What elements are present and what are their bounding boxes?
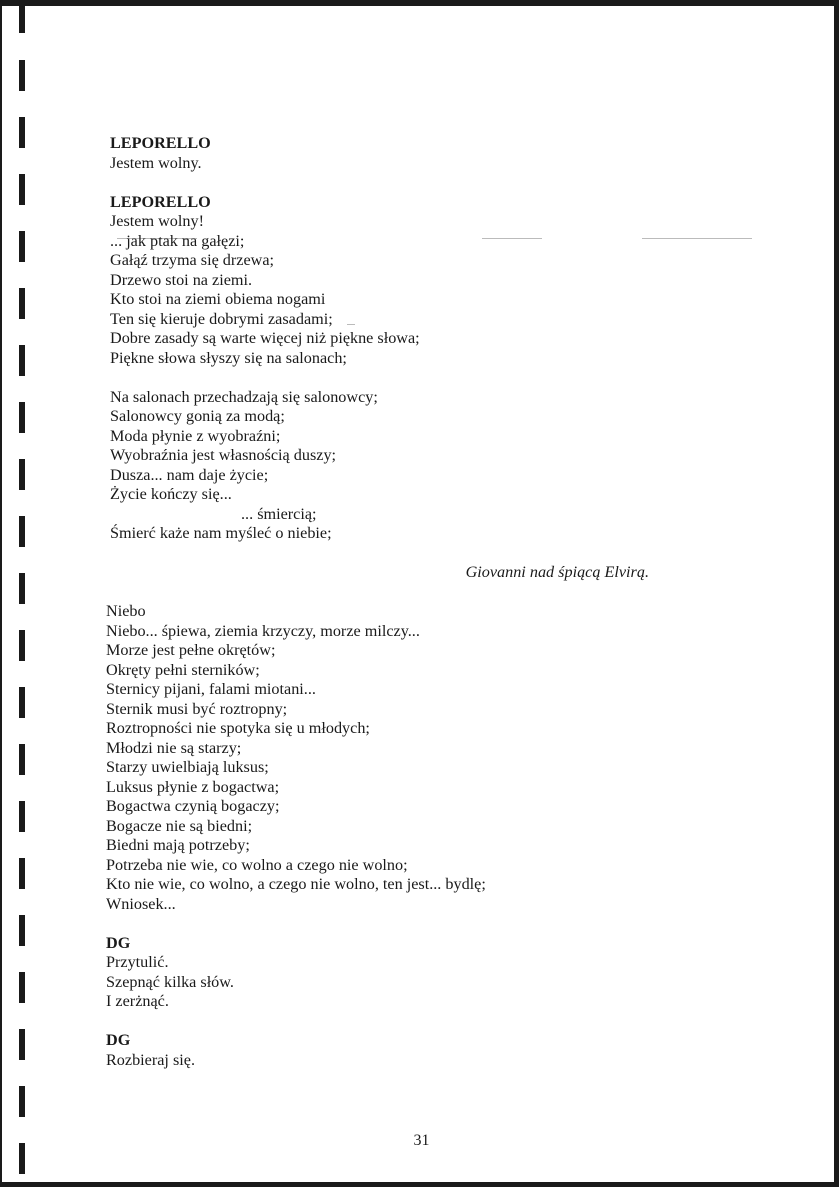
dialogue-line: Niebo xyxy=(106,602,146,620)
dialogue-line: Szepnąć kilka słów. xyxy=(106,972,234,991)
dialogue-line: Kto nie wie, co wolno, a czego nie wolno, ten jest... bydlę; xyxy=(106,875,486,893)
dialogue-line: Roztropności nie spotyka się u młodych; xyxy=(106,719,370,737)
dialogue-line: Sternik musi być roztropny; xyxy=(106,699,288,718)
dialogue-line: Młodzi nie są starzy; xyxy=(106,738,242,757)
binding-hole xyxy=(19,288,25,319)
binding-hole xyxy=(19,687,25,718)
dialogue-line: Drzewo stoi na ziemi. xyxy=(110,270,253,289)
binding-hole xyxy=(19,573,25,604)
script-text xyxy=(106,134,726,1070)
speaker-name: DG xyxy=(106,933,131,952)
dialogue-line: Przytulić. xyxy=(106,953,169,971)
binding-holes xyxy=(19,6,25,1182)
dialogue-line: Moda płynie z wyobraźni; xyxy=(110,426,281,445)
binding-hole xyxy=(19,1029,25,1060)
dialogue-line: ... jak ptak na gałęzi; xyxy=(110,231,245,250)
binding-hole xyxy=(19,630,25,661)
dialogue-line: Wniosek... xyxy=(106,894,176,913)
binding-hole xyxy=(19,117,25,148)
dialogue-line: Bogacze nie są biedni; xyxy=(106,816,253,835)
binding-hole xyxy=(19,231,25,262)
binding-hole xyxy=(19,345,25,376)
dialogue-line: Ten się kieruje dobrymi zasadami; xyxy=(110,309,333,328)
binding-hole xyxy=(19,2,25,33)
dialogue-line: Bogactwa czynią bogaczy; xyxy=(106,797,280,815)
dialogue-line: Dusza... nam daje życie; xyxy=(110,465,269,484)
speaker-name: DG xyxy=(106,1031,131,1049)
dialogue-line: I zerżnąć. xyxy=(106,992,169,1010)
dialogue-line: ... śmiercią; xyxy=(241,504,317,523)
binding-hole xyxy=(19,915,25,946)
dialogue-line: Okręty pełni sterników; xyxy=(106,660,260,679)
dialogue-line: Gałąź trzyma się drzewa; xyxy=(110,251,275,269)
dialogue-line: Na salonach przechadzają się salonowcy; xyxy=(110,387,378,406)
speaker-name: LEPORELLO xyxy=(110,134,211,152)
binding-hole xyxy=(19,516,25,547)
dialogue-line: Kto stoi na ziemi obiema nogami xyxy=(110,290,326,308)
page-number: 31 xyxy=(413,1132,430,1149)
dialogue-line: Starzy uwielbiają luksus; xyxy=(106,758,269,776)
dialogue-line: Dobre zasady są warte więcej niż piękne słowa; xyxy=(110,329,420,347)
dialogue-line: Niebo... śpiewa, ziemia krzyczy, morze milczy... xyxy=(106,621,420,640)
dialogue-line: Potrzeba nie wie, co wolno a czego nie wolno; xyxy=(106,855,408,874)
dialogue-line: Wyobraźnia jest własnością duszy; xyxy=(110,446,337,464)
dialogue-line: Biedni mają potrzeby; xyxy=(106,836,250,854)
binding-hole xyxy=(19,801,25,832)
binding-hole xyxy=(19,744,25,775)
binding-hole xyxy=(19,174,25,205)
binding-hole xyxy=(19,858,25,889)
binding-hole xyxy=(19,402,25,433)
dialogue-line: Życie kończy się... xyxy=(110,485,232,503)
binding-hole xyxy=(19,1086,25,1117)
binding-hole xyxy=(19,459,25,490)
stage-direction: Giovanni nad śpiącą Elvirą. xyxy=(465,563,649,581)
dialogue-line: Sternicy pijani, falami miotani... xyxy=(106,680,316,698)
dialogue-line: Piękne słowa słyszy się na salonach; xyxy=(110,348,347,367)
dialogue-line: Salonowcy gonią za modą; xyxy=(110,407,285,425)
binding-hole xyxy=(19,60,25,91)
dialogue-line: Jestem wolny. xyxy=(110,153,202,172)
binding-hole xyxy=(19,972,25,1003)
dialogue-line: Jestem wolny! xyxy=(110,212,204,230)
dialogue-line: Morze jest pełne okrętów; xyxy=(106,641,276,659)
dialogue-line: Śmierć każe nam myśleć o niebie; xyxy=(110,524,332,542)
dialogue-line: Rozbieraj się. xyxy=(106,1050,195,1069)
speaker-name: LEPORELLO xyxy=(110,192,211,211)
dialogue-line: Luksus płynie z bogactwa; xyxy=(106,777,280,796)
